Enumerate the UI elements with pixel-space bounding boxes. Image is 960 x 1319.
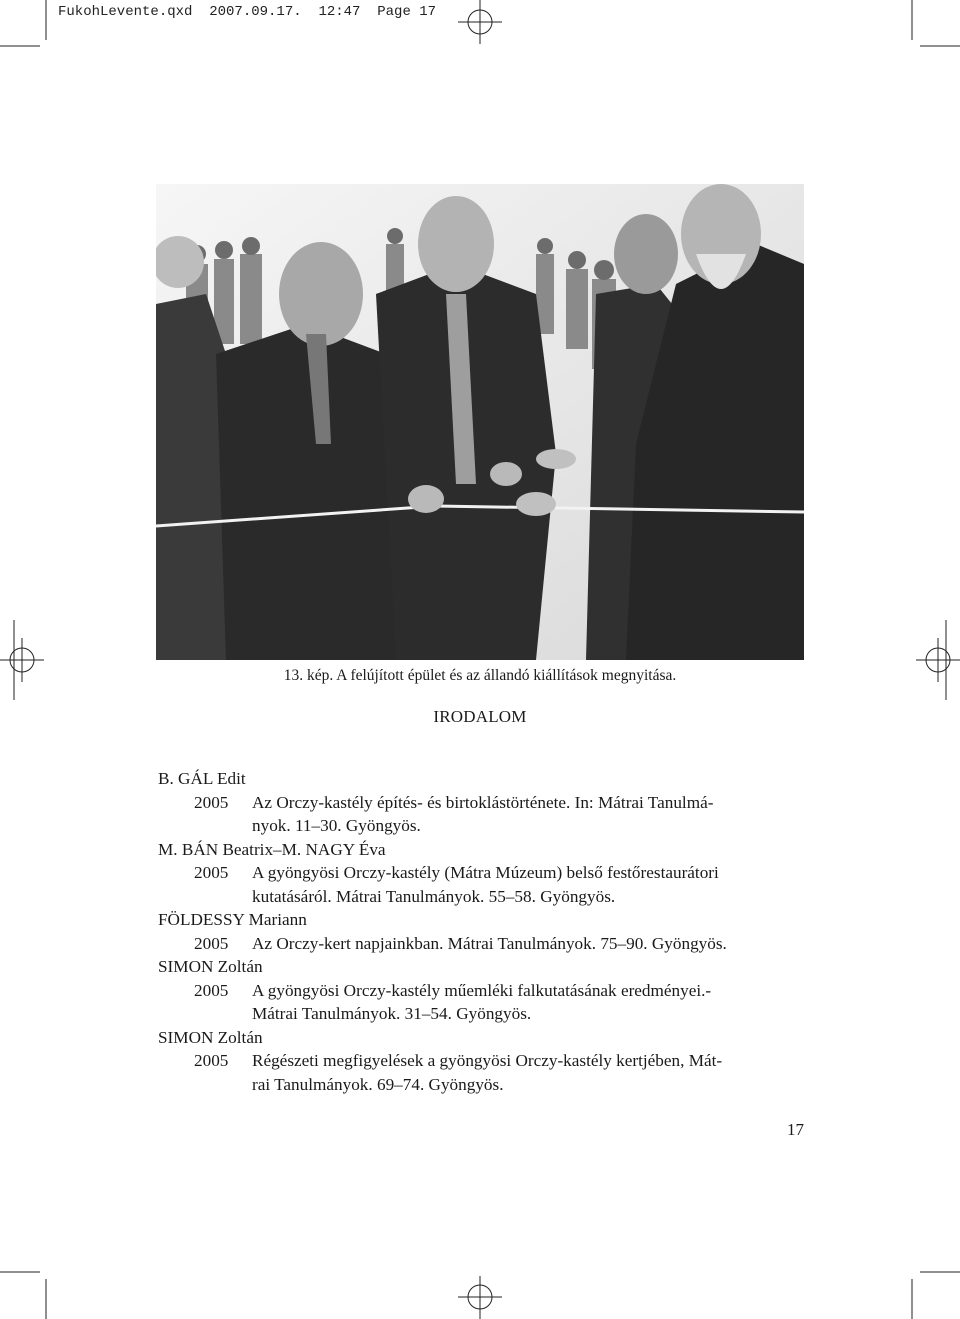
bibliography <box>158 767 810 1096</box>
bib-line: Régészeti megfigyelések a gyöngyösi Orczy-kastély kertjében, Mát- <box>252 1051 723 1070</box>
bib-line: nyok. 11–30. Gyöngyös. <box>252 816 421 835</box>
bib-entry <box>158 932 810 956</box>
bib-year: 2005 <box>194 933 229 953</box>
bib-year: 2005 <box>194 980 229 1000</box>
bib-line: Az Orczy-kert napjainkban. Mátrai Tanulmányok. 75–90. Gyöngyös. <box>252 933 727 953</box>
bib-line: rai Tanulmányok. 69–74. Gyöngyös. <box>252 1074 504 1094</box>
bib-line: Mátrai Tanulmányok. 31–54. Gyöngyös. <box>252 1004 532 1023</box>
bib-text <box>252 861 810 908</box>
section-heading: IRODALOM <box>433 707 527 726</box>
bib-entry <box>158 979 810 1026</box>
bib-author: SIMON Zoltán <box>158 1027 263 1047</box>
bib-entry <box>158 1049 810 1096</box>
page-number: 17 <box>787 1120 804 1139</box>
bib-author: SIMON Zoltán <box>158 957 263 976</box>
bib-year: 2005 <box>194 1051 229 1070</box>
bib-author: FÖLDESSY Mariann <box>158 910 307 929</box>
bib-text <box>252 1049 810 1096</box>
bib-line: Az Orczy-kastély építés- és birtoklástörténete. In: Mátrai Tanulmá- <box>252 792 714 812</box>
bib-author: M. BÁN Beatrix–M. NAGY Éva <box>158 839 386 859</box>
bib-text <box>252 791 810 838</box>
ceremony-photo <box>156 184 804 660</box>
bib-year: 2005 <box>194 863 229 882</box>
bib-text <box>252 932 810 956</box>
file-slug: FukohLevente.qxd 2007.09.17. 12:47 Page 17 <box>58 4 437 20</box>
bib-entry <box>158 861 810 908</box>
bib-entry <box>158 791 810 838</box>
bib-line: kutatásáról. Mátrai Tanulmányok. 55–58. Gyöngyös. <box>252 886 616 906</box>
photo-caption: 13. kép. A felújított épület és az állandó kiállítások megnyitása. <box>283 667 677 684</box>
bib-author: B. GÁL Edit <box>158 769 246 788</box>
bib-year: 2005 <box>194 792 229 812</box>
bib-line: A gyöngyösi Orczy-kastély műemléki falkutatásának eredményei.- <box>252 980 712 1000</box>
bib-text <box>252 979 810 1026</box>
bib-line: A gyöngyösi Orczy-kastély (Mátra Múzeum) belső festőrestaurátori <box>252 863 719 882</box>
